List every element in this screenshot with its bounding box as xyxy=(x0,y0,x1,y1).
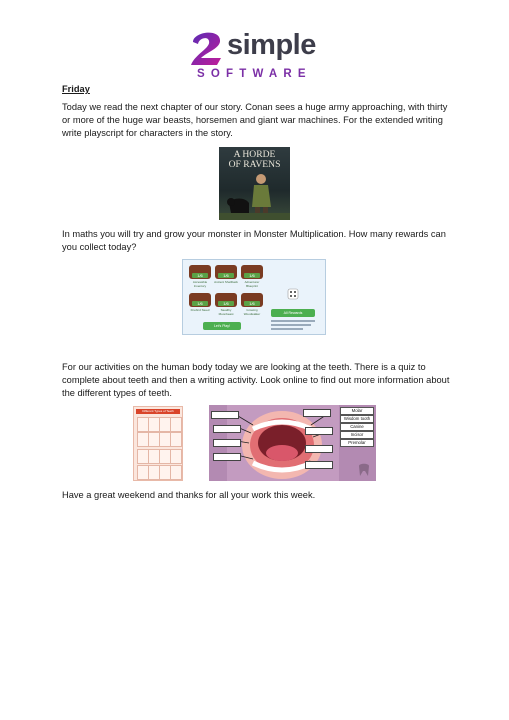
monster-card: 1/6 xyxy=(241,265,263,279)
monster-card: 1/6 xyxy=(215,265,237,279)
logo-wordmark: simple xyxy=(227,29,316,61)
logo xyxy=(187,28,323,84)
dice-icon xyxy=(287,288,299,300)
tooth-icon xyxy=(357,463,371,477)
monster-label: Ancient Shellback xyxy=(214,280,238,284)
worksheet-title: Different Types of Teeth xyxy=(136,409,180,414)
warrior-illustration xyxy=(219,147,290,220)
day-heading: Friday xyxy=(62,84,90,94)
teeth-type-item[interactable]: Canine xyxy=(340,423,374,431)
book-cover-title: A HORDE OF RAVENS xyxy=(228,149,281,170)
teeth-type-list xyxy=(340,407,374,447)
closing-paragraph: Have a great weekend and thanks for all your work this week. xyxy=(62,490,316,500)
monster-label: Adventurer Blueprint xyxy=(244,280,260,288)
teeth-type-item[interactable]: Premolar xyxy=(340,439,374,447)
human-body-paragraph: For our activities on the human body today we are looking at the teeth. There is a quiz to complete about teeth and then a writing activity. Look online to find out more information about the different types of teeth. xyxy=(62,362,450,399)
monster-label: Stealthy Moonbeast xyxy=(218,308,234,316)
monster-multiplication-image xyxy=(182,259,326,335)
monster-card: 1/6 xyxy=(241,293,263,307)
teeth-type-item[interactable]: Incisor xyxy=(340,431,374,439)
rewards-button[interactable]: All Rewards xyxy=(271,309,315,317)
monster-label: Growing Woodwalker xyxy=(243,308,261,316)
maths-paragraph: In maths you will try and grow your monster in Monster Multiplication. How many rewards can you collect today? xyxy=(62,229,446,253)
monster-card: 1/6 xyxy=(189,293,211,307)
monster-label: Firebird Steed xyxy=(190,308,210,312)
logo-mark-icon xyxy=(189,28,225,66)
teeth-type-item[interactable]: Wisdom tooth xyxy=(340,415,374,423)
story-paragraph: Today we read the next chapter of our story. Conan sees a huge army approaching, with thirty or more of the huge war beasts, horsemen and giant war machines. For the extended writing write playscript for characters in the story. xyxy=(62,102,448,139)
monster-label: Accessible Inventory xyxy=(192,280,208,288)
book-cover-image xyxy=(219,147,290,220)
monster-card: 1/6 xyxy=(215,293,237,307)
teeth-worksheet-image xyxy=(133,406,183,481)
teeth-type-item[interactable]: Molar xyxy=(340,407,374,415)
lets-play-button[interactable]: Let's Play! xyxy=(203,322,241,330)
mouth-diagram-image xyxy=(209,405,376,481)
monster-card: 1/6 xyxy=(189,265,211,279)
logo-subtitle: SOFTWARE xyxy=(197,68,312,80)
